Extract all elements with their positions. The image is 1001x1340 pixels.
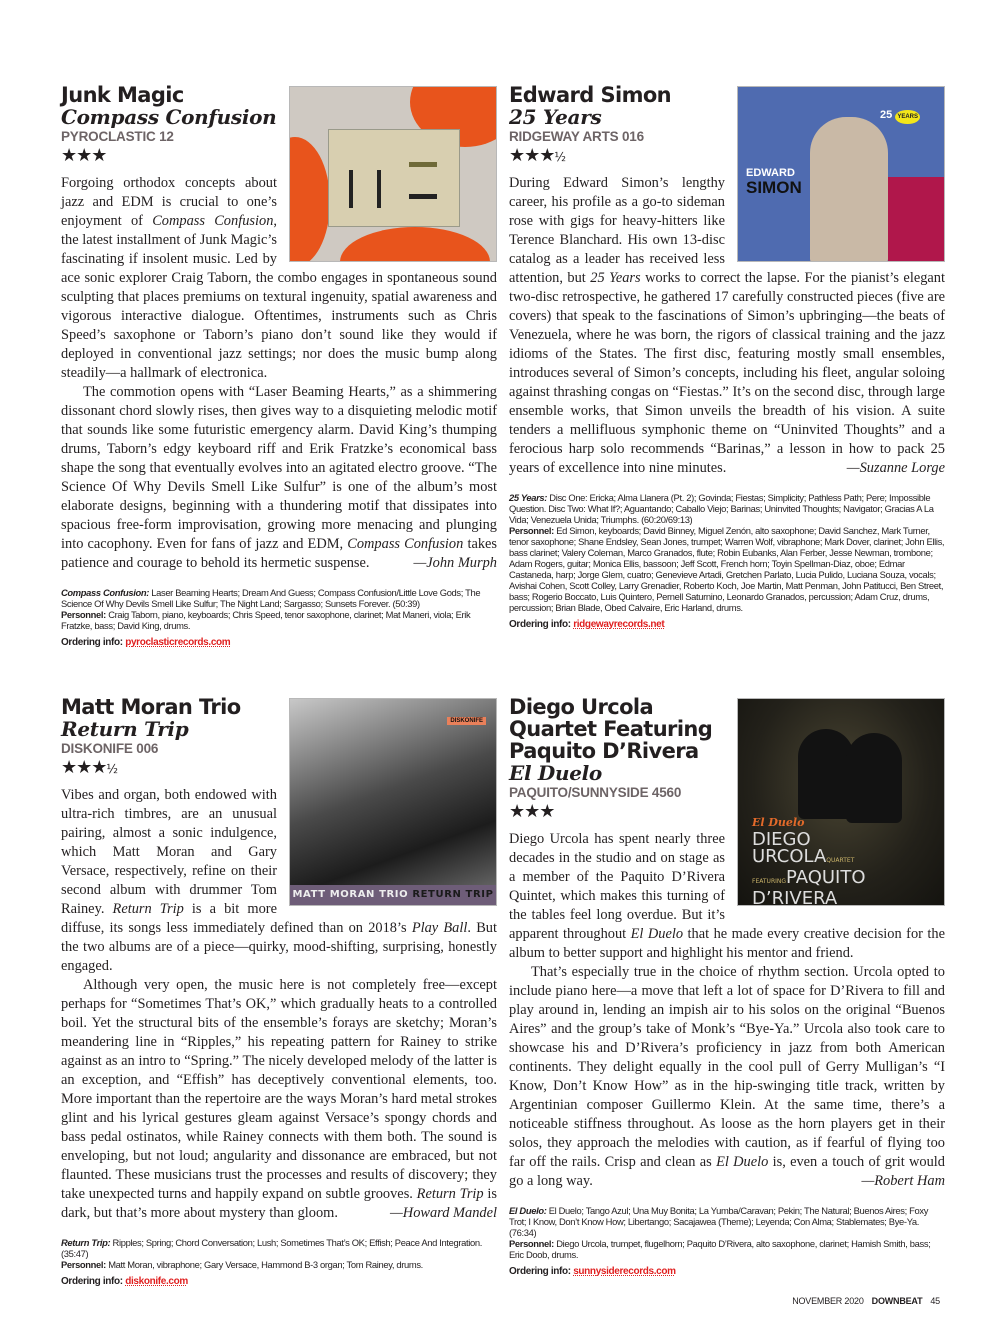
byline: —Suzanne Lorge xyxy=(846,460,945,476)
musician-figure xyxy=(846,733,902,823)
review-paragraph: That’s especially true in the choice of rhythm section. Urcola opted to include piano here—a move that left a lot of space for D’Rivera to fill and play around in, lending an impish air to his solos on the original “Buenos Aires” and the group’s take of Monk’s “Bye-Ya.” Urcola also took care to showcase his and D’Rivera’s proficiency in jazz from both American continents. They delight equally in the cool pull of Gerry Mulligan’s “I Know, Don’t Know How” as in the hip-swinging title track, written by Argentinian composer Guillermo Klein. At the same time, there’s a noticeable stiffness throughout. As loose as the horn players get in their solos, they approach the melodies with caution, as if fearful of flying too far off the rails. Crisp and clean as El Duelo is, even a touch of grit would go a long way. —Robert Ham xyxy=(509,964,945,1189)
byline: —John Murph xyxy=(413,555,497,571)
album-title: El Duelo xyxy=(509,761,602,785)
magazine-name: DOWNBEAT xyxy=(871,1296,923,1306)
album-cover-25-years: EDWARD SIMON 25 YEARS xyxy=(737,86,945,262)
review-paragraph: Forgoing orthodox concepts about jazz and EDM is crucial to one’s enjoyment of Compass Confusion, the latest installment of Junk Magic’s fascinating if insolent music. Led by ace sonic explorer Craig Taborn, the combo engages in spontaneous sound sculpting that places premiums on textural ingenuity, spatial awareness and vigorous interactive dialogue. Oftentimes, instruments such as Chris Speed’s saxophone or Taborn’s piano don’t sound like they would if deployed in conventional jazz settings; nor does the music bump along steadily—a hallmark of electronica. xyxy=(61,175,497,381)
star-icons: ★★★ xyxy=(509,801,555,822)
personnel: Personnel: Craig Taborn, piano, keyboards; Chris Speed, tenor saxophone, clarinet; Mat Maneri, viola; Erik Fratzke, bass; David King, drums. xyxy=(61,609,471,631)
ordering-info: Ordering info: diskonife.com xyxy=(61,1276,188,1287)
review-paragraph: The commotion opens with “Laser Beaming Hearts,” as a shimmering dissonant chord slowly rises, then gives way to a disquieting melodic motif that sounds like some futuristic emergency alarm. David King’s thumping drums, Taborn’s edgy keyboard riff and Erik Fratzke’s economical bass shape the song that eventually evolves into an agitated electro groove. “The Science Of Why Devils Smell Like Sulfur” is one of the album’s most elaborate designs, beginning with a thundering motif that dissipates into spacious free-form improvisation, growing more menacing and plunging into cacophony. Even for fans of jazz and EDM, Compass Confusion takes patience and courage to behold its hermetic suspense. —John Murph xyxy=(61,384,498,571)
byline: —Robert Ham xyxy=(861,1173,945,1189)
ordering-link[interactable]: diskonife.com xyxy=(125,1276,188,1287)
album-title: Compass Confusion xyxy=(61,105,277,129)
ordering-link[interactable]: sunnysiderecords.com xyxy=(573,1266,676,1277)
review-paragraph: Diego Urcola has spent nearly three decades in the studio and on stage as a member of the Paquito D’Rivera Quintet, which makes this turning of the tables feel long overdue. But it’s apparent throughout El Duelo that he made every creative decision for the album to better support and highlight his mentor and friend. xyxy=(509,831,945,961)
star-icons: ★★★ xyxy=(509,145,555,166)
byline: —Howard Mandel xyxy=(390,1205,497,1221)
album-details xyxy=(509,1205,945,1277)
personnel: Personnel: Ed Simon, keyboards; David Binney, Miguel Zenón, alto saxophone; David Sanchez, Mark Turner, tenor saxophone; Shane Endsley, Sean Jones, trumpet; Warren Wolf, vibraphone; Mark Dover, clarinet; John Ellis, bass clarinet; Valery Coleman, Marco Granados, flute; Robin Eubanks, Alan Ferber, Jesse Newman, trombone; Adam Rogers, guitar; Monica Ellis, bassoon; Jeff Scott, French horn; Toyin Spellman-Diaz, oboe; Edmar Castaneda, harp; Jorge Glem, cuatro; Genevieve Artadi, Gretchen Parlato, Lucia Pulido, Luciana Souza, vocals; Avishai Cohen, Scott Colley, Larry Grenadier, Roberto Koch, Joe Martin, Matt Penman, John Patitucci, Ben Street, bass; Rogerio Boccato, Luis Quintero, Pernell Saturnino, Leonardo Granados, percussion; Adam Cruz, drums, percussion; Brian Blade, Obed Calvaire, Eric Harland, drums. xyxy=(509,525,945,613)
album-cover-el-duelo: El Duelo DIEGO URCOLAQUARTET FEATURINGPAQUITO D’RIVERA xyxy=(737,698,945,906)
album-cover-return-trip: DISKONIFE MATT MORAN TRIO RETURN TRIP xyxy=(289,698,497,906)
record-label: RIDGEWAY ARTS 016 xyxy=(509,129,644,144)
pianist-illustration xyxy=(810,117,888,262)
ordering-link[interactable]: pyroclasticrecords.com xyxy=(125,637,231,648)
review-paragraph: Although very open, the music here is not completely free—except perhaps for “Sometimes That’s OK,” which gradually heats to a controlled boil. Yet the structural bits of the ensemble’s forays are sketchy; Moran’s meandering line in “Ripples,” his repeating pattern for Rainey to strike against as an intro to “Spring.” The nicely developed melody of the latter is an exception, and “Effish” has deceptively conventional elements, too. More important than the repertoire are the ways Moran’s hard metal strokes glint and his lyrical gestures gleam against Versace’s spongy chords and bass pedal ostinatos, while Rainey connects with them both. The sound is enveloping, but not loud; angularity and dissonance are embraced, but not flaunted. These musicians trust the processes and results of discovery; they take unexpected turns and happily expand on subtle grooves. Return Trip is dark, but that’s more about mystery than gloom. —Howard Mandel xyxy=(61,977,497,1221)
half-star-icon: ½ xyxy=(554,150,567,164)
star-icons: ★★★ xyxy=(61,145,107,166)
album-title: 25 Years xyxy=(509,105,602,129)
ordering-info: Ordering info: pyroclasticrecords.com xyxy=(61,637,231,648)
tracklist: 25 Years: Disc One: Ericka; Alma Llanera (Pt. 2); Govinda; Fiestas; Simplicity; Pathless Path; Pere; Impossible Question. Disc Two: What If?; Aguantando; Caballo Viejo; Barinas; Uninvited Thoughts; Navigator; Gracias A La Vida; Venezuela Unida; Triumphs. (60:20/69:13) xyxy=(509,492,934,525)
record-label: PYROCLASTIC 12 xyxy=(61,129,174,144)
record-label: DISKONIFE 006 xyxy=(61,741,159,756)
personnel: Personnel: Diego Urcola, trumpet, flugelhorn; Paquito D’Rivera, alto saxophone, clarinet; Hamish Smith, bass; Eric Doob, drums. xyxy=(509,1238,931,1260)
half-star-icon: ½ xyxy=(106,762,119,776)
artist-name: Diego Urcola Quartet Featuring Paquito D’Rivera xyxy=(509,695,713,763)
tracklist: Compass Confusion: Laser Beaming Hearts; Dream And Guess; Compass Confusion/Little Love Gods; The Science Of Why Devils Smell Like Sulfur; The Night Land; Sargasso; Sunsets Forever. (50:39) xyxy=(61,587,481,609)
album-details xyxy=(61,587,497,648)
star-icons: ★★★ xyxy=(61,757,107,778)
review-paragraph: During Edward Simon’s lengthy career, his profile as a go-to sideman rose with gigs for heavy-hitters like Terence Blanchard. His own 13-disc catalog as a leader has received less attention, but 25 Years works to correct the lapse. For the pianist’s elegant two-disc retrospective, he gathered 17 carefully constructed pieces (five are covers) that speak to the fascinations of Simon’s upbringing—the beats of Venezuela, where he was born, the rigors of classical training and the jazz idioms of the States. The first disc, featuring mostly small ensembles, introduces several of Simon’s concepts, including his fleet, angular soloing against thrashing congas on “Fiestas.” It’s on the second disc, through large ensemble works, that Simon unveils the breadth of his vision. A suite tenders a mellifluous symphonic theme on “Uninvited Thoughts” and a ferocious harp solo recommends “Barinas,” a lesson in how to pack 25 years of excellence into nine minutes. —Suzanne Lorge xyxy=(509,175,945,476)
review-junk-magic xyxy=(61,84,497,648)
review-paragraph: Vibes and organ, both endowed with ultra-rich timbres, are an unusual pairing, almost a sonic indulgence, which Matt Moran and Gary Versace, respectively, refine on their second album with drummer Tom Rainey. Return Trip is a bit more diffuse, its songs less immediately defined than on 2018’s Play Ball. But the two albums are of a piece—quirky, mood-shifting, surprising, honestly engaged. xyxy=(61,787,497,974)
ordering-info: Ordering info: sunnysiderecords.com xyxy=(509,1266,676,1277)
tracklist: El Duelo: El Duelo; Tango Azul; Una Muy Bonita; La Yumba/Caravan; Pekin; The Natural; Buenos Aires; Foxy Trot; I Know, Don’t Know How; Libertango; Sacajawea (Theme); Leyenda; Con Alma; Stablemates; Bye-Ya. (76:34) xyxy=(509,1205,929,1238)
ordering-info: Ordering info: ridgewayrecords.net xyxy=(509,619,665,630)
page-number: 45 xyxy=(930,1296,940,1306)
record-label: PAQUITO/SUNNYSIDE 4560 xyxy=(509,785,682,800)
tracklist: Return Trip: Ripples; Spring; Chord Conversation; Lush; Sometimes That’s OK; Effish; Peace And Integration. (35:47) xyxy=(61,1237,482,1259)
ordering-link[interactable]: ridgewayrecords.net xyxy=(573,619,665,630)
issue-date: NOVEMBER 2020 xyxy=(792,1296,864,1306)
personnel: Personnel: Matt Moran, vibraphone; Gary Versace, Hammond B-3 organ; Tom Rainey, drums. xyxy=(61,1259,423,1270)
piano-illustration xyxy=(888,177,944,262)
page-footer xyxy=(792,1296,940,1306)
album-title: Return Trip xyxy=(61,717,189,741)
review-edward-simon xyxy=(509,84,945,630)
artist-name: Junk Magic xyxy=(61,83,184,107)
diskonife-logo: DISKONIFE xyxy=(447,717,486,725)
years-badge: YEARS xyxy=(895,110,920,124)
artist-name: Matt Moran Trio xyxy=(61,695,241,719)
album-details xyxy=(61,1237,497,1287)
album-cover-compass-confusion xyxy=(289,86,497,262)
review-matt-moran-trio xyxy=(61,696,497,1287)
album-details xyxy=(509,492,945,630)
review-diego-urcola xyxy=(509,696,945,1277)
artist-name: Edward Simon xyxy=(509,83,672,107)
